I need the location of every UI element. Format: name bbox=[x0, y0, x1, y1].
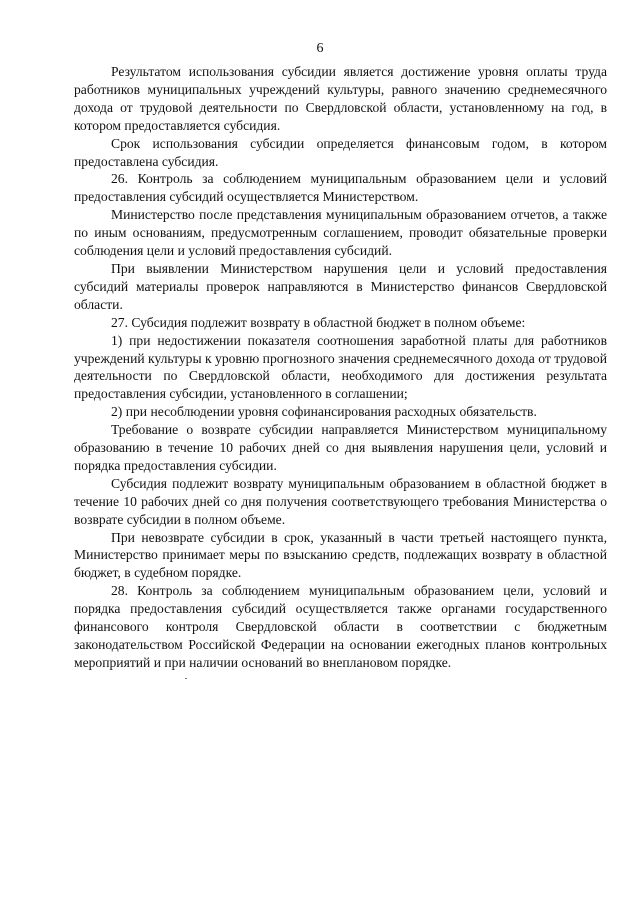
paragraph-26-control: 26. Контроль за соблюдением муниципальным образованием цели и условий предоставления субсидий осуществляется Министерством. bbox=[74, 171, 607, 205]
scan-speck bbox=[185, 678, 187, 679]
document-body bbox=[74, 63, 607, 672]
paragraph-28-state-control: 28. Контроль за соблюдением муниципальным образованием цели, условий и порядка предоставления субсидий осуществляется также органами государственного финансового контроля Свердловской области в соответствии с бюджетным законодательством Российской Федерации на основании ежегодных планов контрольных мероприятий и при наличии оснований во внеплановом порядке. bbox=[74, 583, 607, 670]
paragraph-ministry-checks: Министерство после представления муниципальным образованием отчетов, а также по иным основаниям, предусмотренным соглашением, проводит обязательные проверки соблюдения цели и условий предоставления субсидий. bbox=[74, 207, 607, 259]
paragraph-refund-demand: Требование о возврате субсидии направляется Министерством муниципальному образованию в течение 10 рабочих дней со дня выявления нарушения цели, условий и порядка предоставления субсидии. bbox=[74, 422, 607, 473]
paragraph-violations-found: При выявлении Министерством нарушения цели и условий предоставления субсидий материалы проверок направляются в Министерство финансов Свердловской области. bbox=[74, 260, 607, 312]
page-number: 6 bbox=[316, 41, 324, 56]
list-item-1-indicator: 1) при недостижении показателя соотношения заработной платы для работников учреждений культуры к уровню прогнозного значения среднемесячного дохода от трудовой деятельности по Свердловской области, необходимого для достижения результата предоставления субсидии, установленного в соглашении; bbox=[74, 332, 607, 402]
paragraph-refund-deadline: Субсидия подлежит возврату муниципальным образованием в областной бюджет в течение 10 рабочих дней со дня получения соответствующего требования Министерства о возврате субсидии в полном объеме. bbox=[74, 475, 607, 527]
list-item-2-cofinancing: 2) при несоблюдении уровня софинансирования расходных обязательств. bbox=[111, 404, 537, 420]
paragraph-result-of-subsidy: Результатом использования субсидии является достижение уровня оплаты труда работников муниципальных учреждений культуры, равного значению среднемесячного дохода от трудовой деятельности по Свердловской области, установленному на год, в котором предоставляется субсидия. bbox=[74, 64, 607, 133]
paragraph-non-return: При невозврате субсидии в срок, указанный в части третьей настоящего пункта, Министерство принимает меры по взысканию средств, подлежащих возврату в областной бюджет, в судебном порядке. bbox=[74, 529, 607, 581]
paragraph-usage-period: Срок использования субсидии определяется финансовым годом, в котором предоставлена субсидия. bbox=[74, 135, 607, 169]
paragraph-27-refund: 27. Субсидия подлежит возврату в областной бюджет в полном объеме: bbox=[111, 314, 526, 330]
